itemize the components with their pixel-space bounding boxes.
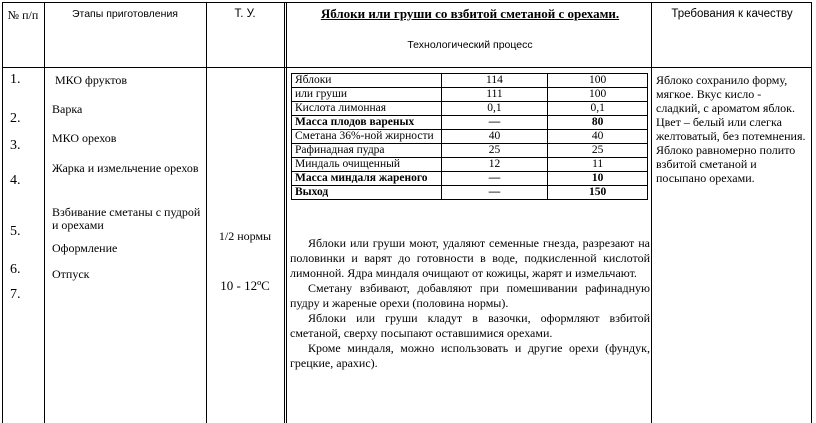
- ingredient-name: Масса плодов вареных: [292, 116, 442, 130]
- col-divider-2: [44, 2, 45, 423]
- num-column-header: № п/п: [7, 8, 39, 22]
- table-border-top: [2, 2, 812, 3]
- quality-column-header: Требования к качеству: [671, 8, 793, 20]
- recipe-row: [292, 102, 648, 116]
- recipe-row: [292, 116, 648, 130]
- ingredient-name: Яблоки: [292, 74, 442, 88]
- gross-weight: 25: [441, 144, 548, 158]
- step-label: Взбивание сметаны с пудрой и орехами: [52, 205, 201, 232]
- recipe-row: [292, 186, 648, 200]
- header-divider: [2, 67, 812, 68]
- quality-requirements: Яблоко сохранило форму, мягкое. Вкус кисло - сладкий, с ароматом яблок. Цвет – белый или слегка желтоватый, без потемнения. Яблоко равномерно полито взбитой сметаной и посыпано орехами.: [656, 73, 806, 185]
- col-divider-4: [284, 2, 285, 423]
- step-label: Варка: [52, 102, 83, 116]
- net-weight: 40: [548, 130, 648, 144]
- step-number: 3.: [10, 138, 21, 153]
- col-divider-4b: [286, 2, 287, 423]
- gross-weight: —: [441, 172, 548, 186]
- step-number: 1.: [10, 72, 21, 87]
- process-paragraph: Яблоки или груши моют, удаляют семенные гнезда, разрезают на половинки и варят до готовности в воде, подкисленной кислотой лимонной. Ядра миндаля очищают от кожицы, жарят и измельчают.: [290, 236, 650, 280]
- process-paragraph: Кроме миндаля, можно использовать и другие орехи (фундук, грецкие, арахис).: [290, 341, 650, 370]
- ingredient-name: Сметана 36%-ной жирности: [292, 130, 442, 144]
- net-weight: 150: [548, 186, 648, 200]
- net-weight: 0,1: [548, 102, 648, 116]
- ingredient-name: Кислота лимонная: [292, 102, 442, 116]
- recipe-row: [292, 74, 648, 88]
- col-divider-3: [206, 2, 207, 423]
- recipe-row: [292, 130, 648, 144]
- ingredient-name: Миндаль очищенный: [292, 158, 442, 172]
- net-weight: 100: [548, 88, 648, 102]
- recipe-table: [291, 73, 648, 200]
- step-label: Жарка и измельчение орехов: [52, 161, 199, 175]
- net-weight: 10: [548, 172, 648, 186]
- process-label: Технологический процесс: [407, 39, 533, 51]
- col-divider-1: [2, 2, 3, 423]
- net-weight: 25: [548, 144, 648, 158]
- recipe-row: [292, 144, 648, 158]
- gross-weight: 0,1: [441, 102, 548, 116]
- net-weight: 80: [548, 116, 648, 130]
- step-number: 5.: [10, 224, 21, 239]
- temperature-note: 10 - 12ºС: [220, 278, 270, 293]
- ingredient-name: Выход: [292, 186, 442, 200]
- tu-column-header: Т. У.: [234, 8, 256, 20]
- portion-note: 1/2 нормы: [218, 229, 272, 243]
- stages-column-header: Этапы приготовления: [71, 8, 178, 20]
- ingredient-name: или груши: [292, 88, 442, 102]
- recipe-row: [292, 88, 648, 102]
- process-description: [290, 236, 650, 371]
- recipe-title: Яблоки или груши со взбитой сметаной с орехами.: [320, 6, 620, 21]
- step-label: МКО фруктов: [55, 73, 128, 87]
- step-label: Оформление: [52, 241, 118, 255]
- net-weight: 11: [548, 158, 648, 172]
- process-paragraph: Сметану взбивают, добавляют при помешивании рафинадную пудру и жареные орехи (половина нормы).: [290, 281, 650, 310]
- step-label: Отпуск: [52, 267, 90, 281]
- step-label: МКО орехов: [52, 131, 117, 145]
- col-divider-6: [811, 2, 812, 423]
- step-number: 2.: [10, 111, 21, 126]
- recipe-row: [292, 172, 648, 186]
- gross-weight: 111: [441, 88, 548, 102]
- ingredient-name: Рафинадная пудра: [292, 144, 442, 158]
- step-number: 7.: [10, 287, 21, 302]
- col-divider-5: [651, 2, 652, 423]
- recipe-row: [292, 158, 648, 172]
- ingredient-name: Масса миндаля жареного: [292, 172, 442, 186]
- step-number: 6.: [10, 262, 21, 277]
- step-number: 4.: [10, 173, 21, 188]
- gross-weight: —: [441, 116, 548, 130]
- gross-weight: —: [441, 186, 548, 200]
- gross-weight: 12: [441, 158, 548, 172]
- gross-weight: 114: [441, 74, 548, 88]
- process-paragraph: Яблоки или груши кладут в вазочки, оформляют взбитой сметаной, сверху посыпают оставшимися орехами.: [290, 311, 650, 340]
- net-weight: 100: [548, 74, 648, 88]
- gross-weight: 40: [441, 130, 548, 144]
